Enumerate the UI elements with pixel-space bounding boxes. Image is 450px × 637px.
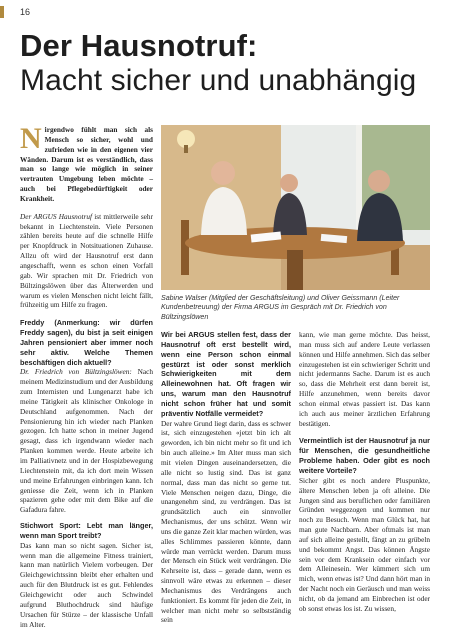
col1-paragraph-1 [20, 212, 153, 310]
question-4: Vermeintlich ist der Hausnotruf ja nur für Menschen, die gesundheitliche Probleme haben. Oder gibt es noch weitere Vorteile? [299, 436, 430, 475]
question-3: Wir bei ARGUS stellen fest, dass der Hausnotruf oft erst bestellt wird, wenn eine Person schon einmal gestürzt ist oder sonst merklich Schwierigkeiten mit dem Alleinewohnen hat. Oft fragen wir uns, warum man den Hausnotruf nicht schon früher hat und somit präventiv Notfälle vermeidet? [161, 330, 291, 418]
answer-2: Das kann man so nicht sagen. Sicher ist, wenn man die allgemeine Fitness trainiert, kann man natürlich Vielem vorbeugen. Der Gleichgewichtssinn bleibt eher erhalten und auch für den Blutdruck ist es gut. Fehlendes Gleichgewicht oder auch Schwindel aufgrund Bluthochdruck sind häufige Ursachen für Stürze – der klassische Unfall im Alter. [20, 540, 153, 629]
answer-1-text: Nach meinem Medizinstudium und der Ausbildung zum Internisten und Lungenarzt habe ich meine Tätigkeit als klinischer Onkologe in Deutschland aufgenommen. Nach der Pensionierung hin ich wieder nach Planken gezogen. Ich hatte schon in meiner Jugend gesagt, dass ich irgendwann wieder nach Planken kommen werde. Heute arbeite ich im Palliativnetz und in der Hospizbewegung Liechtenstein mit, da ich dort mein Wissen und meine Erfahrungen einbringen kann. Ich geniesse die Zeit, wenn ich in Planken spazieren gehe oder mit dem Bike auf die Gafadura fahre. [20, 367, 153, 515]
interview-photo [161, 125, 430, 290]
question-1: Freddy (Anmerkung: wir dürfen Freddy sagen), du bist ja seit einigen Jahren pensioniert aber immer noch sehr aktiv. Welche Themen beschäftigen dich aktuell? [20, 318, 153, 367]
answer-3: Der wahre Grund liegt darin, dass es schwer ist, sich einzugestehen «jetzt bin ich alt geworden, ich bin nicht mehr so fit und ich bin auch alleine.» Im Alter muss man sich mit vielen Dingen auseinandersetzen, die alle nicht so lustig sind. Das ist ganz normal, dass man das nicht so gerne tut. Viele Menschen neigen dazu, Dinge, die unangenehm sind, zu verdrängen. Das ist grundsätzlich auch ein sinnvoller Mechanismus, der uns schützt. Wenn wir uns die ganze Zeit klar machen würden, was alles Schlimmes passieren könnte, dann würde man verrückt werden. Darum muss der Mensch ein Stück weit verdrängen. Die Kehrseite ist, dass – gerade dann, wenn es sinnvoll wäre etwas zu erkennen – dieser Mechanismus des Verdrängens auch funktioniert. Es kommt für jeden die Zeit, in welcher man nicht mehr so selbstständig sein [161, 418, 291, 625]
photo-illustration [161, 125, 430, 290]
page-number: 16 [20, 7, 31, 17]
photo-caption: Sabine Walser (Mitglied der Geschäftsleitung) und Oliver Geissmann (Leiter Kundenbetreuung) der Firma ARGUS im Gespräch mit Dr. Friedrich von Bültzingslöwen [161, 294, 400, 321]
brand-name: Der ARGUS Hausnotruf [20, 211, 93, 221]
column-1 [20, 122, 153, 629]
speaker-name: Dr. Friedrich von Bültzingslöwen: [20, 367, 132, 377]
col1-p1-text: ist mittlerweile sehr bekannt in Liechtenstein. Viele Personen zählen bereits heute auf die schnelle Hilfe per Knopfdruck in Notsituationen Zuhause. Allzu oft wird der Hausnotruf erst dann angeschafft, wenn es schon einen Vorfall gab. Wir sprachen mit Dr. Friedrich von Bültzingslöwen über das Älterwerden und warum es vielen Menschen nicht leicht fällt, frühzeitig um Hilfe zu fragen. [20, 211, 153, 310]
article-subtitle: Macht sicher und unabhängig [20, 64, 417, 97]
article-title: Der Hausnotruf: [20, 28, 258, 63]
column-2 [161, 330, 291, 625]
intro-text: irgendwo fühlt man sich als Mensch so sicher, wohl und zufrieden wie in den eigenen vier Wänden. Darum ist es verständlich, dass man so lange wie möglich in seiner vertrauten Umgebung leben möchte – auch bei Pflegebedürftigkeit oder Krankheit. [20, 125, 153, 203]
answer-3-continued: kann, wie man gerne möchte. Das heisst, man muss sich auf andere Leute verlassen können und Hilfe annehmen. Sich das selber einzugestehen ist ein schwieriger Schritt und nicht jedermanns Sache. Darum ist es auch so, dass die Mehrheit erst dann bereit ist, Hilfe anzunehmen, wenn bereits davor schon einmal etwas passiert ist. Das kann ich auch aus meiner ärztlichen Erfahrung bestätigen. [299, 330, 430, 428]
question-2: Stichwort Sport: Lebt man länger, wenn man Sport treibt? [20, 521, 153, 540]
drop-cap: N [20, 122, 42, 155]
answer-4: Sicher gibt es noch andere Pluspunkte, ältere Menschen leben ja oft alleine. Die Jungen sind aus beruflichen oder familiären Gründen weggezogen und kommen nur noch zu Besuch. Wenn man Glück hat, hat man gute Nachbarn. Aber oftmals ist man auf sich alleine gestellt, fängt an zu grübeln und bekommt Angst. Das können Ängste sein vor dem Kranksein oder einfach vor dem Alleinesein. Wer kümmert sich um mich, wenn etwas ist? Und dann hört man in der Nacht noch ein Geräusch und man weiss nicht, ob da jemand am Einbrechen ist oder ob sonst etwas los ist. Zu wissen, [299, 475, 430, 613]
answer-1 [20, 367, 153, 515]
column-3 [299, 330, 430, 614]
intro-paragraph [20, 122, 153, 204]
page-marker [0, 6, 4, 18]
